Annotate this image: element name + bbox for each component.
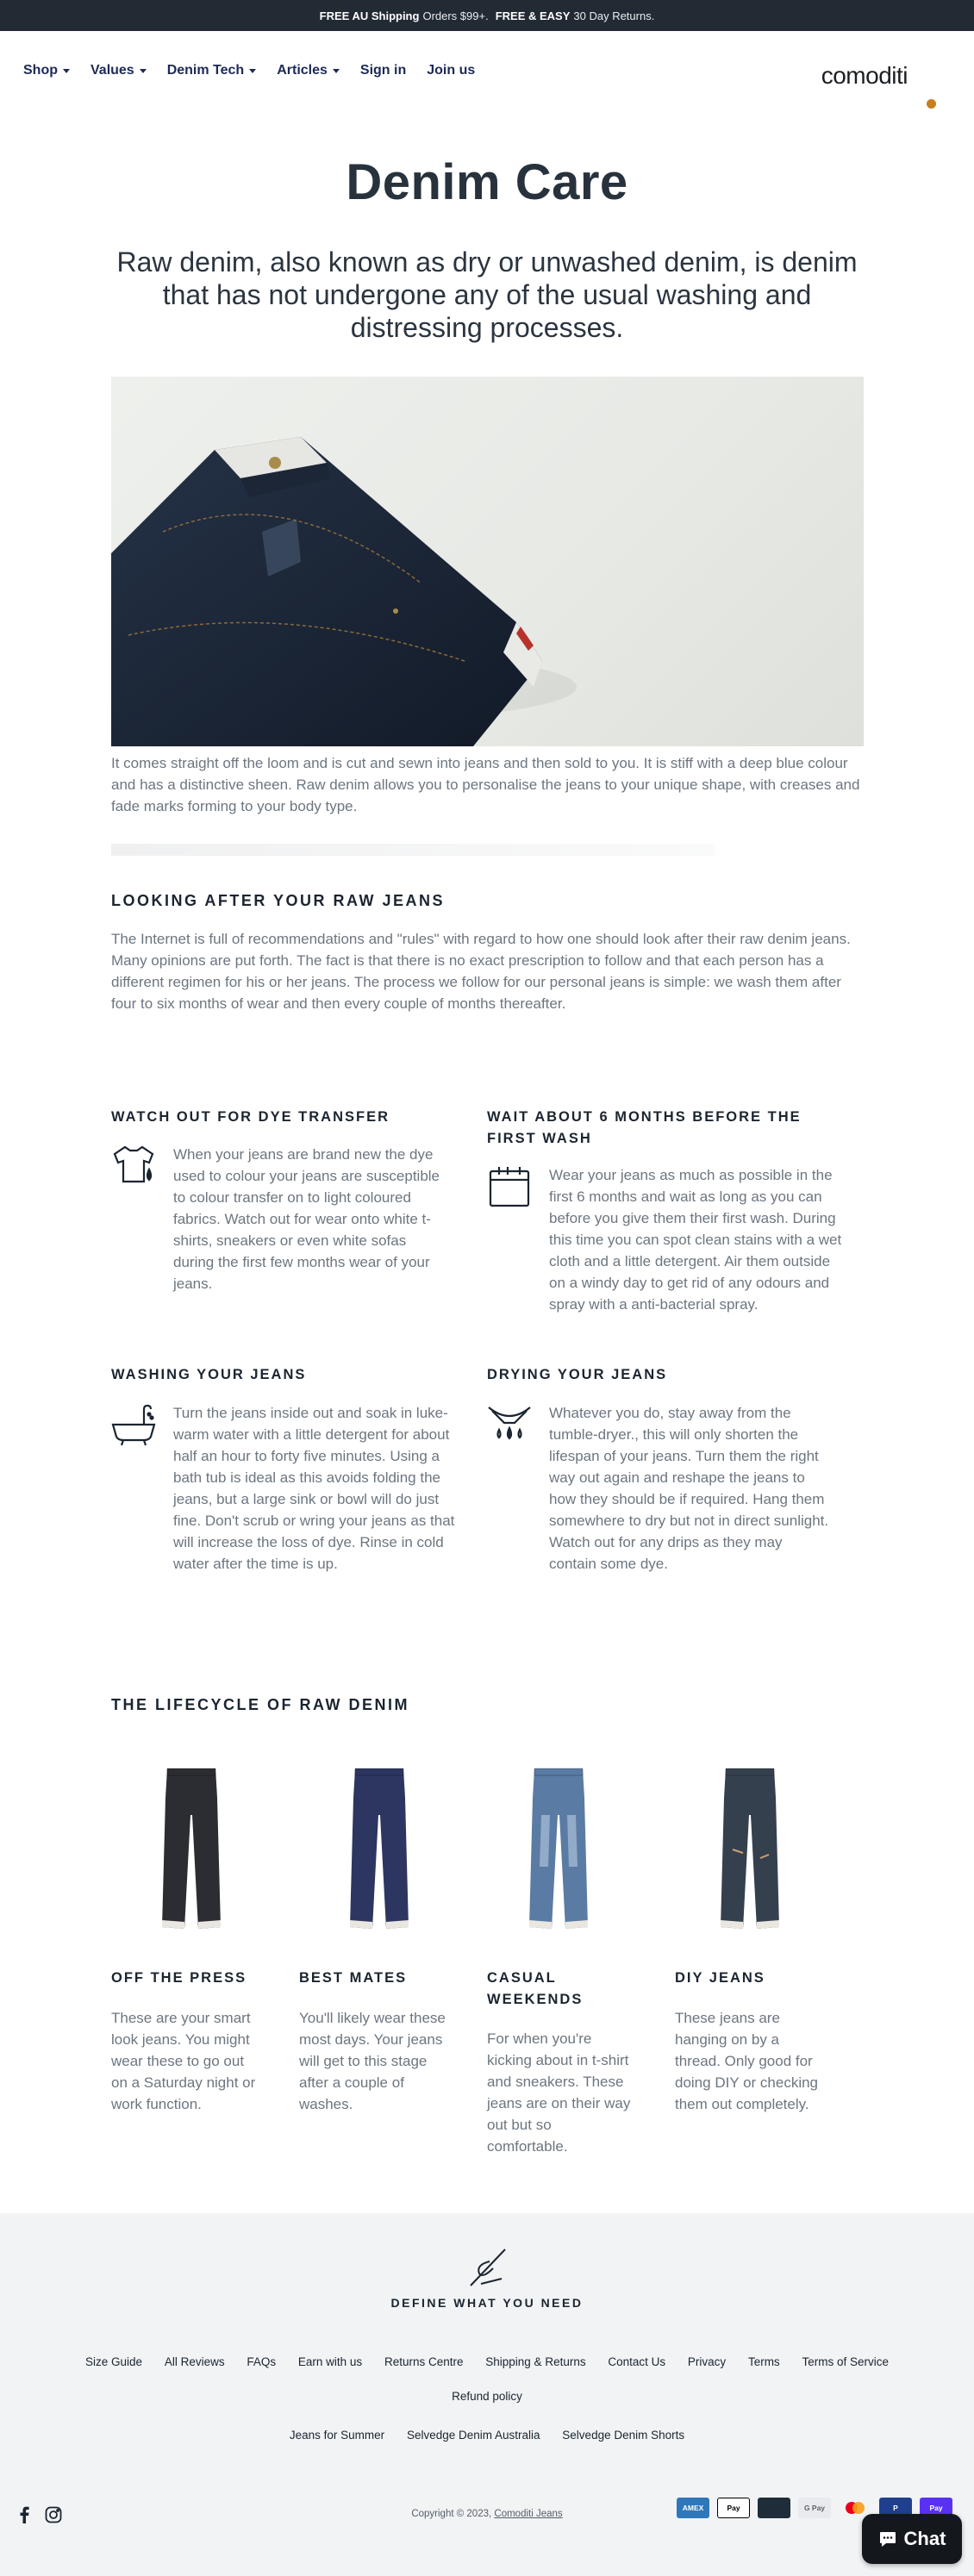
- main-nav: [23, 63, 475, 78]
- stage-off-the-press-body: These are your smart look jeans. You might wear these to go out on a Saturday night or work function.: [111, 2010, 256, 2112]
- stage-best-mates-body: You'll likely wear these most days. Your jeans will get to this stage after a couple of washes.: [299, 2010, 446, 2112]
- nav-sign-in[interactable]: [360, 63, 406, 78]
- nav-articles[interactable]: [277, 63, 340, 78]
- footer-link-faqs[interactable]: FAQs: [247, 2355, 277, 2368]
- stage-diy-jeans-body: These jeans are hanging on by a thread. Only good for doing DIY or checking them out completely.: [675, 2010, 819, 2112]
- jeans-best-mates-image: [336, 1763, 422, 1936]
- looking-after-body: The Internet is full of recommendations and "rules" with regard to how one should look after their raw denim jeans. Many opinions are put forth. The fact is that there is no exact prescription to follow and that each person has a different regimen for his or her jeans. The process we follow for our personal jeans is simple: we wash them after four to six months of wear and then every couple of months thereafter.: [111, 931, 851, 1012]
- hero-caption: It comes straight off the loom and is cut and sewn into jeans and then sold to you. It is stiff with a deep blue colour and has a distinctive sheen. Raw denim allows you to personalise the jeans to your unique shape, with creases and fade marks forming to your body type.: [111, 755, 860, 814]
- announcement-bar: [0, 0, 974, 31]
- lifecycle-heading: THE LIFECYCLE OF RAW DENIM: [111, 1696, 409, 1713]
- returns-offer: FREE & EASY: [495, 9, 571, 22]
- tip-first-wash-heading: WAIT ABOUT 6 MONTHS BEFORE THE FIRST WASH: [487, 1109, 802, 1146]
- footer-links-row-3: [0, 2429, 974, 2442]
- chat-label: Chat: [903, 2528, 946, 2549]
- footer-links-row-1: [0, 2355, 974, 2368]
- site-header: [0, 31, 974, 110]
- bathtub-icon: [111, 1402, 156, 1447]
- jeans-casual-weekends-image: [515, 1763, 602, 1936]
- footer-tagline: DEFINE WHAT YOU NEED: [390, 2296, 584, 2310]
- tip-first-wash-body: Wear your jeans as much as possible in the first 6 months and wait as long as you can before you give them their first wash. During this time you can spot clean stains with a wet cloth and a little detergent. Air them outside on a windy day to get rid of any odours and spray with a anti-bacterial spray.: [549, 1167, 842, 1313]
- stage-casual-weekends-body: For when you're kicking about in t-shirt and sneakers. These jeans are on their way out but so comfortable.: [487, 2030, 631, 2155]
- tip-drying-heading: DRYING YOUR JEANS: [487, 1367, 668, 1382]
- hero-folded-jeans-image: [111, 377, 864, 746]
- copyright-link[interactable]: Comoditi Jeans: [494, 2509, 563, 2519]
- faded-text-divider: [111, 844, 715, 856]
- footer-link-size-guide[interactable]: Size Guide: [85, 2355, 143, 2368]
- page-lead: Raw denim, also known as dry or unwashed denim, is denim that has not undergone any of the usual washing and distressing processes.: [116, 246, 858, 343]
- google-pay-icon: G Pay: [798, 2498, 831, 2518]
- paypal-icon: P: [879, 2498, 912, 2518]
- hanging-dry-icon: [487, 1402, 532, 1447]
- nav-values[interactable]: [91, 63, 147, 78]
- footer-link-selvedge-denim-australia[interactable]: Selvedge Denim Australia: [406, 2429, 540, 2442]
- footer-link-terms[interactable]: Terms: [747, 2355, 780, 2368]
- chat-bubble-icon: [878, 2529, 897, 2548]
- cart-indicator-icon[interactable]: [927, 99, 936, 109]
- footer-link-jeans-for-summer[interactable]: Jeans for Summer: [289, 2429, 385, 2442]
- page-title: Denim Care: [346, 154, 628, 210]
- calendar-icon: [487, 1164, 532, 1209]
- chevron-down-icon: [140, 69, 147, 73]
- nav-values-label: Values: [91, 63, 134, 78]
- needle-thread-logo-icon: [464, 2244, 510, 2295]
- shipping-condition: Orders $99+.: [422, 9, 489, 22]
- footer-link-selvedge-denim-shorts[interactable]: Selvedge Denim Shorts: [562, 2429, 685, 2442]
- folded-jeans-illustration: [111, 377, 864, 746]
- shop-pay-icon: Pay: [920, 2498, 952, 2518]
- stage-off-the-press-heading: OFF THE PRESS: [111, 1970, 247, 1986]
- nav-denim-tech-label: Denim Tech: [166, 63, 245, 78]
- looking-after-heading: LOOKING AFTER YOUR RAW JEANS: [111, 892, 446, 909]
- footer-link-privacy[interactable]: Privacy: [687, 2355, 727, 2368]
- nav-join-us[interactable]: [427, 63, 475, 78]
- stage-best-mates-heading: BEST MATES: [299, 1970, 408, 1986]
- chevron-down-icon: [333, 69, 340, 73]
- footer-links-row-2: [0, 2390, 974, 2403]
- returns-condition: 30 Day Returns.: [573, 9, 655, 22]
- tip-washing-heading: WASHING YOUR JEANS: [111, 1367, 307, 1382]
- chat-button[interactable]: [862, 2514, 962, 2564]
- nav-shop-label: Shop: [23, 63, 58, 78]
- chevron-down-icon: [249, 69, 256, 73]
- nav-denim-tech[interactable]: [167, 63, 257, 78]
- jeans-diy-jeans-image: [707, 1763, 793, 1936]
- chevron-down-icon: [63, 69, 70, 73]
- site-logo[interactable]: comoditi: [821, 62, 908, 89]
- shirt-drip-icon: [111, 1144, 156, 1188]
- footer-link-refund-policy[interactable]: Refund policy: [452, 2390, 522, 2403]
- tip-dye-transfer-body: When your jeans are brand new the dye used to colour your jeans are susceptible to colour transfer on to light coloured fabrics. Watch out for wear onto white t-shirts, sneakers or even white sofas during the first few months wear of your jeans.: [173, 1146, 440, 1292]
- copyright-text: Copyright © 2023,: [411, 2509, 492, 2519]
- nav-sign-in-label: Sign in: [359, 63, 407, 78]
- footer-link-shipping-returns[interactable]: Shipping & Returns: [485, 2355, 586, 2368]
- apple-pay-icon: Pay: [717, 2498, 750, 2518]
- footer-link-all-reviews[interactable]: All Reviews: [164, 2355, 225, 2368]
- tip-dye-transfer-heading: WATCH OUT FOR DYE TRANSFER: [111, 1109, 390, 1125]
- tip-drying-body: Whatever you do, stay away from the tumble-dryer., this will only shorten the lifespan of your jeans. Turn them the right way out again and reshape the jeans to how they should be if required. Hang them somewhere to dry but not in direct sunlight. Watch out for any drips as they may contain some dye.: [549, 1405, 829, 1572]
- tip-washing-body: Turn the jeans inside out and soak in luke-warm water with a little detergent for about half an hour to forty five minutes. Using a bath tub is ideal as this avoids folding the jeans, but a large sink or bowl will do just fine. Don't scrub or wring your jeans as that will increase the loss of dye. Rinse in cold water after the time is up.: [173, 1405, 455, 1572]
- footer-link-terms-of-service[interactable]: Terms of Service: [802, 2355, 889, 2368]
- site-footer: [0, 2213, 974, 2576]
- amex-icon: AMEX: [677, 2498, 709, 2518]
- footer-link-returns-centre[interactable]: Returns Centre: [384, 2355, 464, 2368]
- footer-link-earn-with-us[interactable]: Earn with us: [297, 2355, 363, 2368]
- nav-join-us-label: Join us: [427, 63, 476, 78]
- shipping-offer: FREE AU Shipping: [319, 9, 420, 22]
- jeans-off-the-press-image: [148, 1763, 234, 1936]
- nav-shop[interactable]: [23, 63, 70, 78]
- diners-icon: [758, 2498, 790, 2518]
- nav-articles-label: Articles: [277, 63, 328, 78]
- footer-link-contact-us[interactable]: Contact Us: [608, 2355, 666, 2368]
- stage-casual-weekends-heading: CASUAL WEEKENDS: [487, 1970, 584, 2007]
- stage-diy-jeans-heading: DIY JEANS: [675, 1970, 765, 1986]
